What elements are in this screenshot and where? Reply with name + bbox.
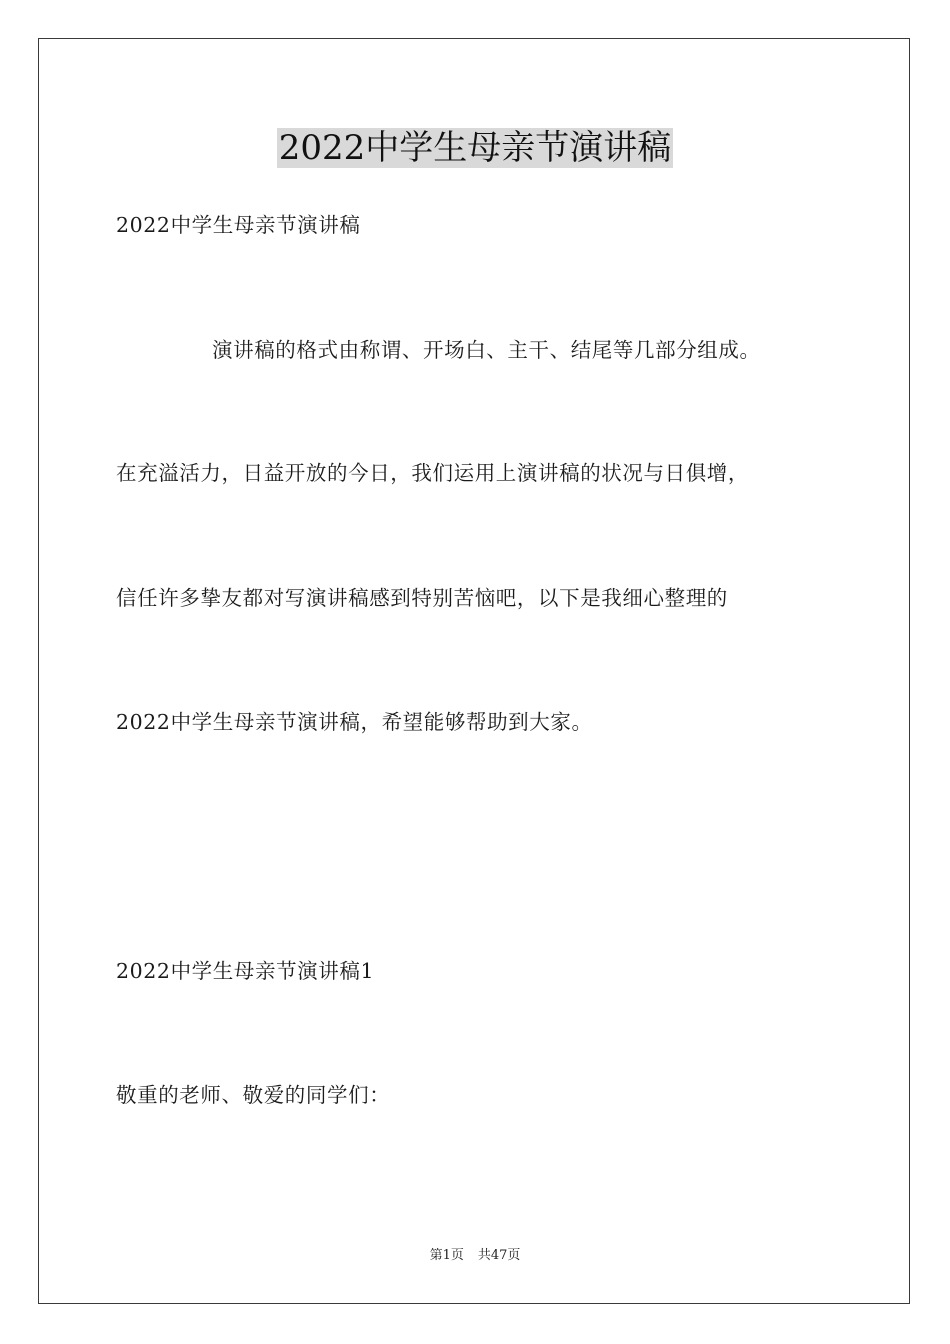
paragraph-line: 信任许多挚友都对写演讲稿感到特别苦恼吧，以下是我细心整理的	[116, 586, 728, 610]
document-title	[0, 128, 950, 168]
subtitle-line: 2022中学生母亲节演讲稿	[116, 213, 361, 237]
page-footer	[0, 1248, 950, 1264]
section-heading: 2022中学生母亲节演讲稿1	[116, 959, 375, 983]
document-title-text: 2022中学生母亲节演讲稿	[278, 128, 672, 168]
paragraph-line: 在充溢活力，日益开放的今日，我们运用上演讲稿的状况与日俱增，	[116, 461, 749, 485]
page-total: 共47页	[477, 1248, 521, 1263]
paragraph-line: 2022中学生母亲节演讲稿，希望能够帮助到大家。	[116, 710, 593, 734]
salutation-line: 敬重的老师、敬爱的同学们：	[116, 1083, 391, 1107]
page-number: 第1页	[429, 1248, 464, 1263]
paragraph-line: 演讲稿的格式由称谓、开场白、主干、结尾等几部分组成。	[212, 338, 761, 362]
